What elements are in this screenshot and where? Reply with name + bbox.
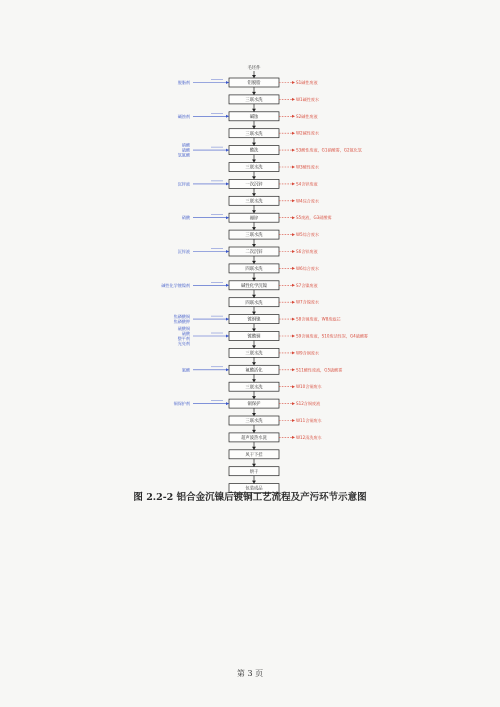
start-material-label: 毛坯件 (247, 66, 261, 71)
pollutant-output-label: W2碱性废水 (296, 130, 320, 136)
pollutant-output-label: W3酸性废水 (296, 164, 320, 170)
flow-arrow-head (252, 278, 256, 281)
emission-arrow-head (292, 419, 295, 422)
chemical-input-label: 整平剂 (177, 336, 190, 341)
flow-arrow-head (252, 109, 256, 112)
flow-arrow-head (252, 396, 256, 399)
process-step-label: 三联水洗 (245, 165, 263, 171)
flow-arrow-head (252, 312, 256, 315)
pollutant-output-label: S7含镍废液 (296, 282, 318, 288)
chemical-input-label: 光亮剂 (177, 341, 190, 346)
emission-arrow-head (292, 385, 295, 388)
emission-arrow-head (292, 199, 295, 202)
emission-arrow-head (292, 318, 295, 321)
process-step-label: 三联水洗 (245, 233, 263, 239)
process-step-label: 三联水洗 (245, 199, 263, 205)
emission-arrow-head (292, 402, 295, 405)
pollutant-output-label: S4含锌废液 (296, 181, 318, 187)
process-step-label: 一次沉锌 (245, 182, 263, 188)
flow-arrow-head (252, 227, 256, 230)
input-arrow-head (226, 81, 229, 84)
process-step-label: 氟酸活化 (245, 368, 263, 374)
input-arrow-head (226, 368, 229, 371)
flow-arrow-head (252, 295, 256, 298)
emission-arrow-head (292, 166, 295, 169)
pollutant-output-label: S2碱性废液 (296, 113, 318, 119)
pollutant-output-label: W4综合废水 (296, 198, 320, 204)
emission-arrow-head (292, 81, 295, 84)
pollutant-output-label: S5废液，G3硝酸雾 (296, 215, 332, 221)
flow-arrow-head (252, 379, 256, 382)
input-arrow-head (226, 250, 229, 253)
flow-arrow-head (252, 92, 256, 95)
chemical-input-label: 碱性化学镀镍剂 (161, 282, 190, 288)
chemical-input-label: 脱脂剂 (177, 80, 190, 85)
figure-caption: 图 2.2-2 铝合金沉镍后镀铜工艺流程及产污环节示意图 (133, 492, 367, 503)
chemical-input-label: 硫酸 (181, 147, 190, 153)
input-arrow-head (226, 318, 229, 321)
input-arrow-head (226, 216, 229, 219)
pollutant-output-label: W9含铜废水 (296, 350, 320, 356)
emission-arrow-head (292, 335, 295, 338)
emission-arrow-head (292, 98, 295, 101)
chemical-input-label: 氢氟酸 (177, 152, 190, 158)
pollutant-output-label: S8含铜废液，W8废滤芯 (296, 316, 341, 322)
flow-arrow-head (252, 447, 256, 450)
input-arrow-head (226, 284, 229, 287)
flow-arrow-head (252, 210, 256, 213)
pollutant-output-label: W11含铜废水 (296, 418, 322, 423)
chemical-input-label: 焦磷酸铜 (173, 314, 190, 320)
process-step-label: 镀酸铜 (247, 334, 261, 340)
flow-arrow-head (252, 430, 256, 433)
flow-arrow-head (252, 176, 256, 179)
flow-arrow-head (252, 75, 256, 78)
flow-arrow-head (252, 481, 256, 484)
process-step-label: 风干下挂 (245, 452, 263, 458)
flow-arrow-head (252, 362, 256, 365)
input-arrow-head (226, 115, 229, 118)
pollutant-output-label: S3酸性废液，G1硝酸雾，G2氟化氢 (296, 147, 362, 153)
flow-arrow-head (252, 143, 256, 146)
pollutant-output-label: W10含铜废水 (296, 384, 322, 390)
pollutant-output-label: S1碱性废液 (296, 80, 318, 85)
emission-arrow-head (292, 132, 295, 135)
flow-arrow-head (252, 464, 256, 467)
process-step-label: 三联水洗 (245, 351, 263, 357)
flow-arrow-head (252, 193, 256, 196)
emission-arrow-head (292, 149, 295, 152)
flow-arrow-head (252, 345, 256, 348)
process-step-label: 烘干 (249, 469, 259, 475)
pollutant-output-label: S12含铜废液 (296, 401, 321, 407)
pollutant-output-label: W7含镍废水 (296, 299, 320, 305)
chemical-input-label: 氟酸 (181, 367, 190, 373)
pollutant-output-label: W12清洗废水 (296, 434, 322, 440)
chemical-input-label: 焦磷酸钾 (173, 319, 190, 325)
chemical-input-label: 硝酸 (181, 215, 190, 221)
flow-arrow-head (252, 160, 256, 163)
pollutant-output-label: W5综合废水 (296, 232, 320, 238)
emission-arrow-head (292, 351, 295, 354)
process-step-label: 三联水洗 (245, 131, 263, 137)
process-step-label: 铝脱脂 (247, 81, 261, 87)
flow-arrow-head (252, 329, 256, 332)
input-arrow-head (226, 182, 229, 185)
process-step-label: 碱性化学沉镍 (241, 283, 267, 289)
flow-arrow-head (252, 244, 256, 247)
emission-arrow-head (292, 284, 295, 287)
chemical-input-label: 碱蚀剂 (177, 113, 190, 119)
process-step-label: 三联水洗 (245, 385, 263, 391)
process-step-label: 铜保护 (247, 402, 261, 408)
pollutant-output-label: W6综合废水 (296, 265, 320, 271)
input-arrow-head (226, 149, 229, 152)
process-step-label: 酸洗 (249, 148, 259, 154)
input-arrow-head (226, 335, 229, 338)
process-step-label: 镀铜镍 (247, 317, 261, 323)
pollutant-output-label: W1碱性废水 (296, 96, 320, 102)
process-step-label: 包装成品 (245, 486, 263, 492)
chemical-input-label: 硫酸铜 (177, 326, 190, 331)
process-step-label: 四联水洗 (245, 267, 263, 272)
emission-arrow-head (292, 250, 295, 253)
process-step-label: 褪锌 (249, 216, 259, 222)
process-step-label: 三联水洗 (245, 98, 263, 103)
emission-arrow-head (292, 233, 295, 236)
process-step-label: 三联水洗 (245, 419, 263, 425)
emission-arrow-head (292, 368, 295, 371)
emission-arrow-head (292, 115, 295, 118)
emission-arrow-head (292, 182, 295, 185)
pollutant-output-label: S6含锌废液 (296, 249, 318, 254)
emission-arrow-head (292, 436, 295, 439)
process-step-label: 碱蚀 (249, 114, 259, 120)
process-step-label: 二次沉锌 (245, 250, 263, 256)
pollutant-output-label: S11酸性废液，G5硫酸雾 (296, 367, 343, 373)
flow-arrow-head (252, 126, 256, 129)
process-step-label: 四联水洗 (245, 300, 263, 306)
flow-arrow-head (252, 413, 256, 416)
emission-arrow-head (292, 267, 295, 270)
emission-arrow-head (292, 216, 295, 219)
chemical-input-label: 沉锌液 (177, 249, 190, 254)
process-step-label: 超声波热水洗 (241, 436, 267, 441)
chemical-input-label: 铜保护剂 (173, 401, 190, 407)
chemical-input-label: 硝酸 (181, 142, 190, 148)
flow-arrow-head (252, 261, 256, 264)
chemical-input-label: 沉锌液 (177, 181, 190, 187)
pollutant-output-label: S9含铜废液，S10废活性炭，G4硫酸雾 (296, 333, 369, 339)
page-number: 第 3 页 (236, 669, 264, 678)
emission-arrow-head (292, 301, 295, 304)
chemical-input-label: 硫酸 (181, 331, 190, 336)
input-arrow-head (226, 402, 229, 405)
